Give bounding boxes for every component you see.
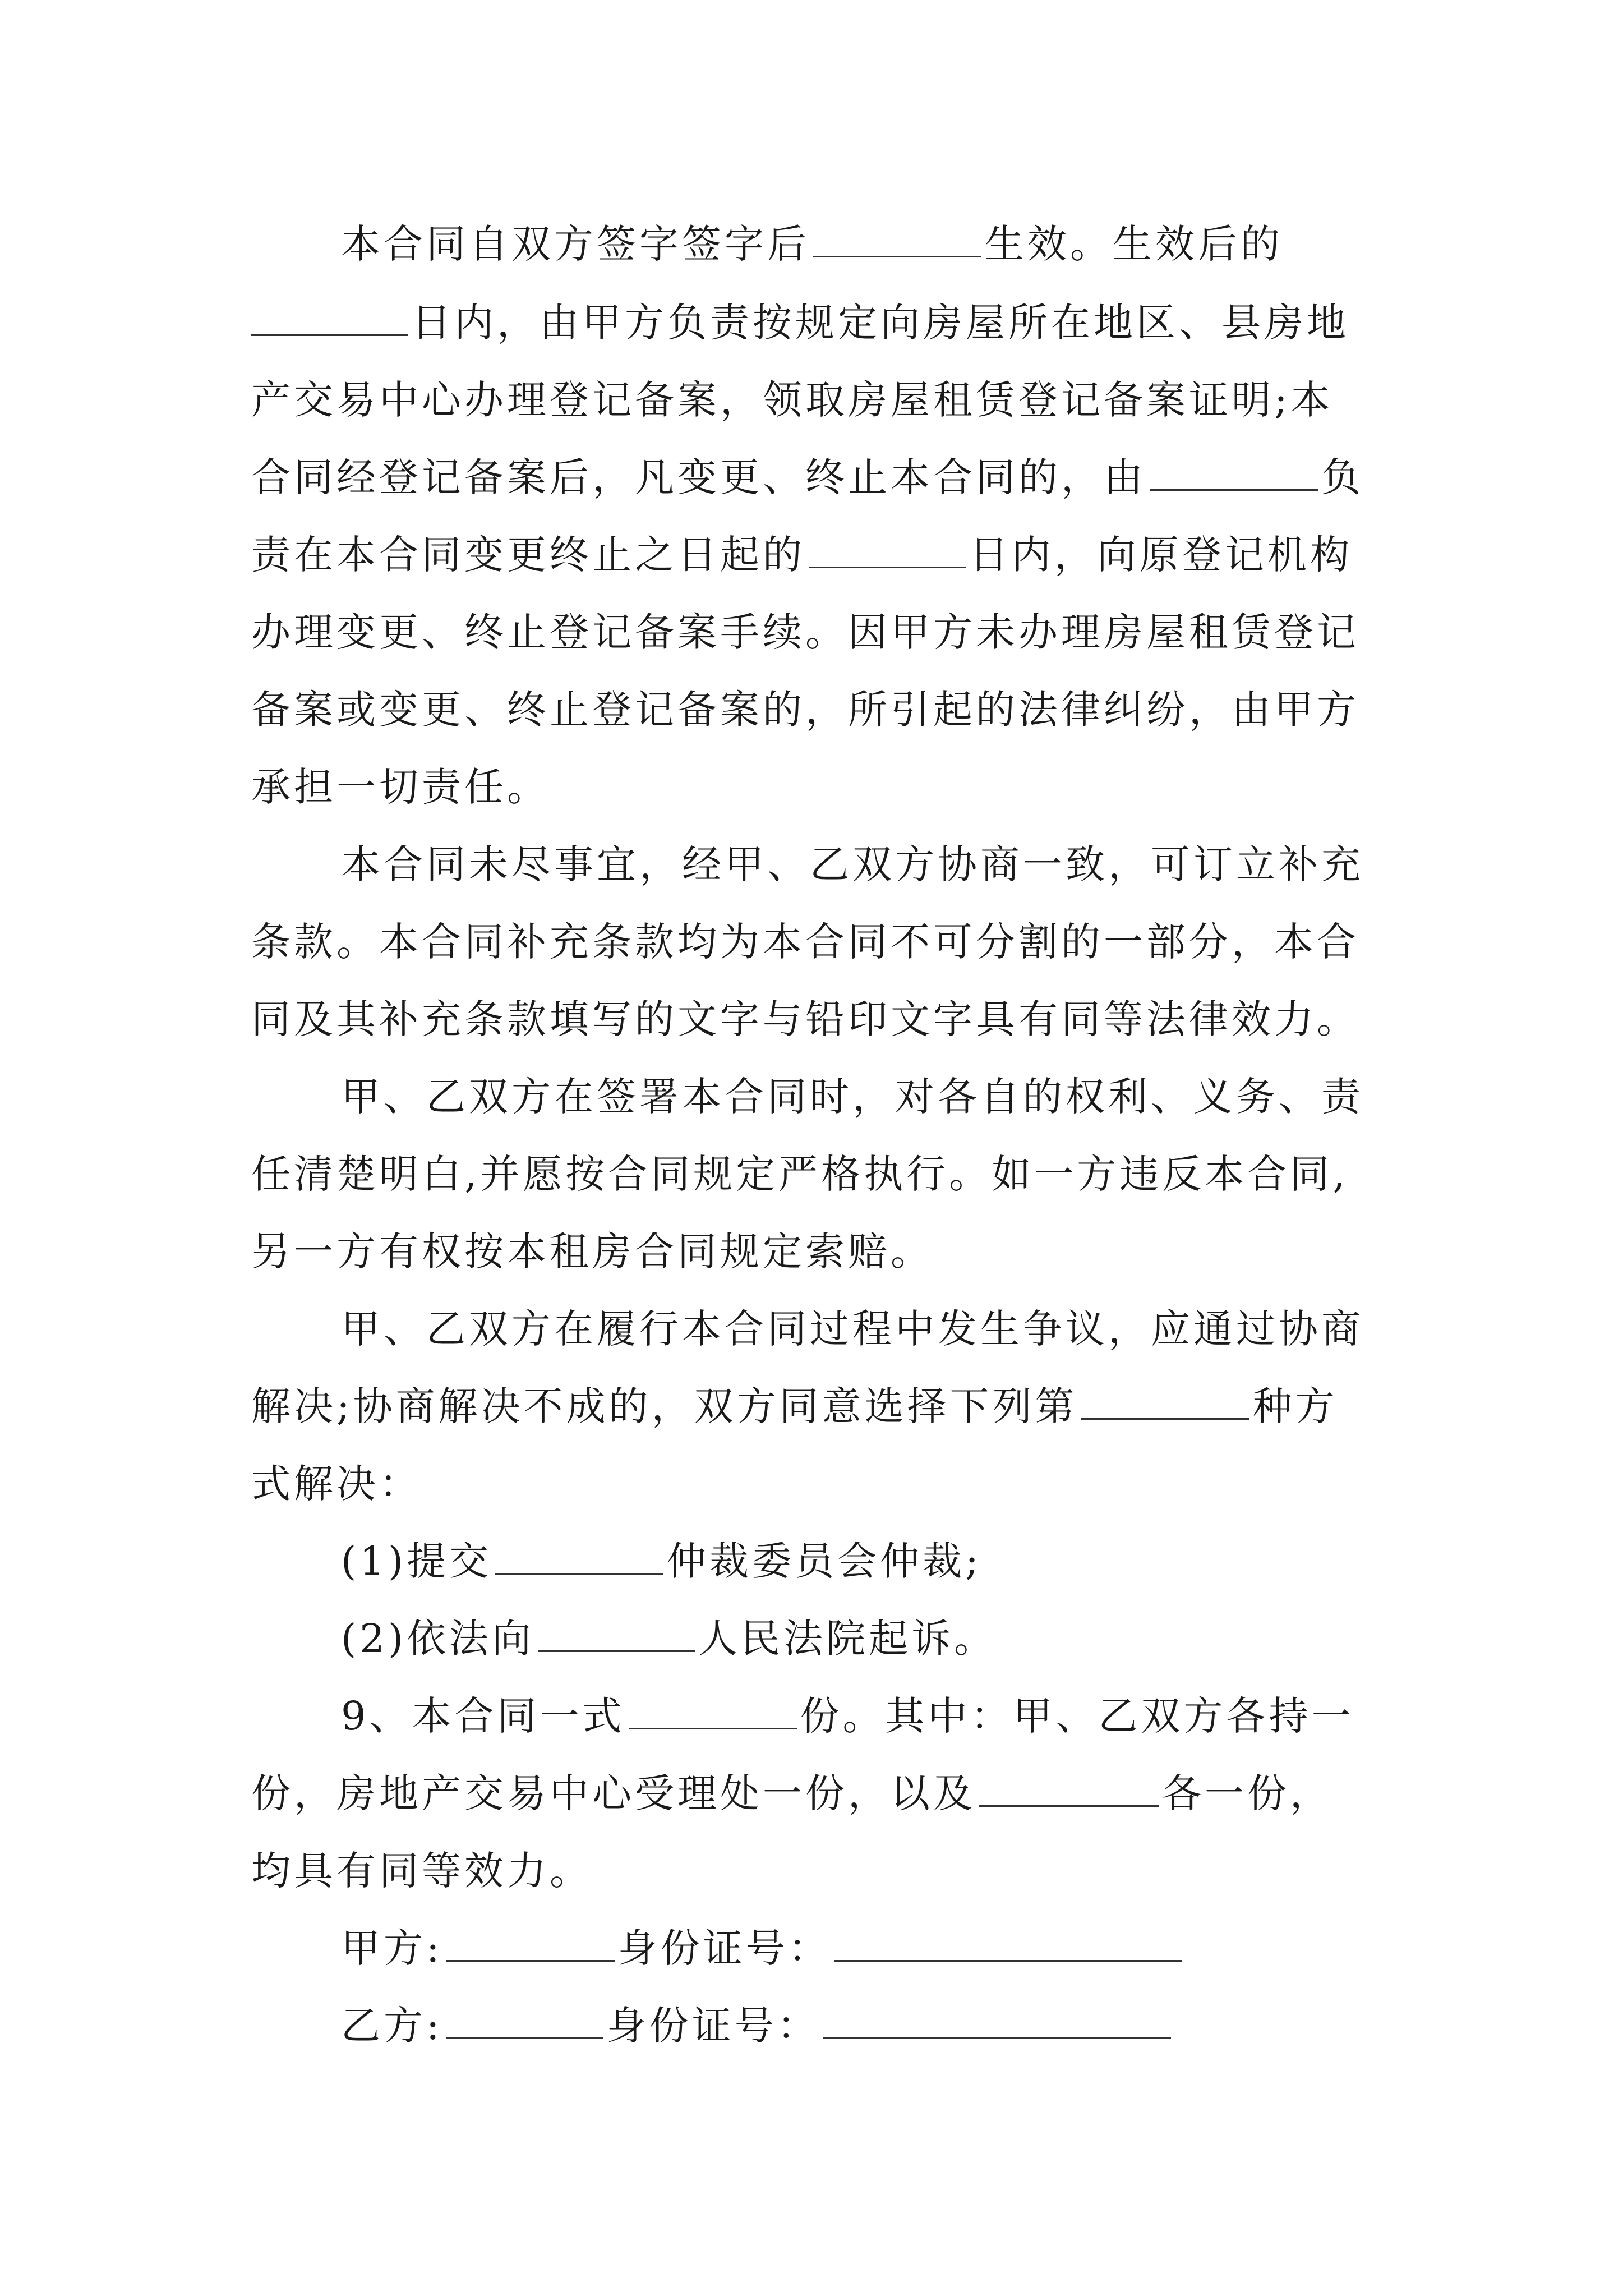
- text-segment: 解决;协商解决不成的，双方同意选择下列第: [251, 1383, 1078, 1429]
- fill-in-blank[interactable]: [251, 301, 408, 336]
- fill-in-blank[interactable]: [538, 1617, 695, 1652]
- text-segment: 日内，向原登记机构: [969, 532, 1353, 578]
- text-segment: 种方: [1252, 1383, 1338, 1429]
- text-segment: (1)提交: [341, 1538, 492, 1584]
- fill-in-blank[interactable]: [1081, 1384, 1249, 1420]
- text-segment: 甲、乙双方在履行本合同过程中发生争议，应通过协商: [341, 1306, 1364, 1352]
- text-line: [251, 1458, 422, 1509]
- text-line: [251, 1381, 1338, 1432]
- text-line: [251, 1226, 933, 1277]
- text-segment: 份。其中：甲、乙双方各持一: [800, 1693, 1354, 1739]
- text-line: [341, 1071, 1364, 1122]
- text-line: [251, 762, 550, 812]
- party-a-label: 甲方:: [341, 1925, 443, 1971]
- text-line: [341, 1304, 1364, 1354]
- text-segment: 负: [1321, 454, 1364, 500]
- party-b-name-field[interactable]: [446, 2004, 603, 2039]
- text-line: [251, 452, 1364, 503]
- fill-in-blank[interactable]: [979, 1772, 1159, 1807]
- id-number-label: 身份证号：: [617, 1925, 831, 1971]
- text-line: [341, 1613, 997, 1664]
- party-a-id-field[interactable]: [834, 1926, 1182, 1962]
- text-line: [251, 1846, 592, 1896]
- party-b-id-field[interactable]: [823, 2004, 1171, 2039]
- text-line: [251, 994, 1359, 1045]
- text-line: [341, 1536, 982, 1586]
- fill-in-blank[interactable]: [629, 1694, 797, 1729]
- text-segment: 仲裁委员会仲裁;: [667, 1538, 982, 1584]
- text-segment: 办理变更、终止登记备案手续。因甲方未办理房屋租赁登记: [251, 609, 1359, 655]
- party-b-line: [341, 2000, 1174, 2051]
- text-line: [251, 530, 1353, 580]
- party-a-name-field[interactable]: [446, 1926, 615, 1962]
- text-segment: 各一份，: [1162, 1770, 1332, 1816]
- text-segment: 甲、乙双方在签署本合同时，对各自的权利、义务、责: [341, 1074, 1364, 1120]
- text-line: [251, 1768, 1332, 1819]
- party-a-line: [341, 1923, 1186, 1973]
- party-b-label: 乙方:: [341, 2003, 443, 2049]
- text-segment: 日内，由甲方负责按规定向房屋所在地区、县房地: [412, 300, 1349, 346]
- text-segment: 人民法院起诉。: [698, 1616, 997, 1662]
- text-segment: 条款。本合同补充条款均为本合同不可分割的一部分，本合: [251, 919, 1359, 965]
- fill-in-blank[interactable]: [813, 222, 981, 257]
- text-segment: 式解决：: [251, 1461, 422, 1507]
- text-segment: 产交易中心办理登记备案，领取房屋租赁登记备案证明;本: [251, 377, 1334, 423]
- text-line: [251, 1149, 1349, 1199]
- text-segment: 份，房地产交易中心受理处一份，以及: [251, 1770, 976, 1816]
- text-segment: 均具有同等效力。: [251, 1848, 592, 1894]
- fill-in-blank[interactable]: [1150, 455, 1318, 491]
- text-segment: 任清楚明白,并愿按合同规定严格执行。如一方违反本合同,: [251, 1151, 1349, 1197]
- text-segment: 同及其补充条款填写的文字与铅印文字具有同等法律效力。: [251, 996, 1359, 1042]
- text-line: [341, 839, 1364, 890]
- text-segment: 备案或变更、终止登记备案的，所引起的法律纠纷，由甲方: [251, 687, 1359, 733]
- text-line: [251, 684, 1359, 735]
- text-line: [251, 607, 1359, 657]
- text-line: [251, 375, 1334, 425]
- fill-in-blank[interactable]: [495, 1539, 663, 1575]
- text-segment: (2)依法向: [341, 1616, 535, 1662]
- text-segment: 本合同未尽事宜，经甲、乙双方协商一致，可订立补充: [341, 841, 1364, 887]
- text-segment: 承担一切责任。: [251, 764, 550, 810]
- id-number-label: 身份证号：: [606, 2003, 820, 2049]
- text-line: [251, 917, 1359, 967]
- text-segment: 责在本合同变更终止之日起的: [251, 532, 805, 578]
- text-segment: 另一方有权按本租房合同规定索赔。: [251, 1228, 933, 1274]
- text-line: [251, 297, 1349, 348]
- text-segment: 9、本合同一式: [341, 1693, 625, 1739]
- fill-in-blank[interactable]: [809, 533, 966, 568]
- text-line: [341, 1691, 1354, 1741]
- text-line: [341, 219, 1283, 269]
- text-segment: 生效。生效后的: [985, 221, 1283, 267]
- text-segment: 本合同自双方签字签字后: [341, 221, 810, 267]
- text-segment: 合同经登记备案后，凡变更、终止本合同的，由: [251, 454, 1146, 500]
